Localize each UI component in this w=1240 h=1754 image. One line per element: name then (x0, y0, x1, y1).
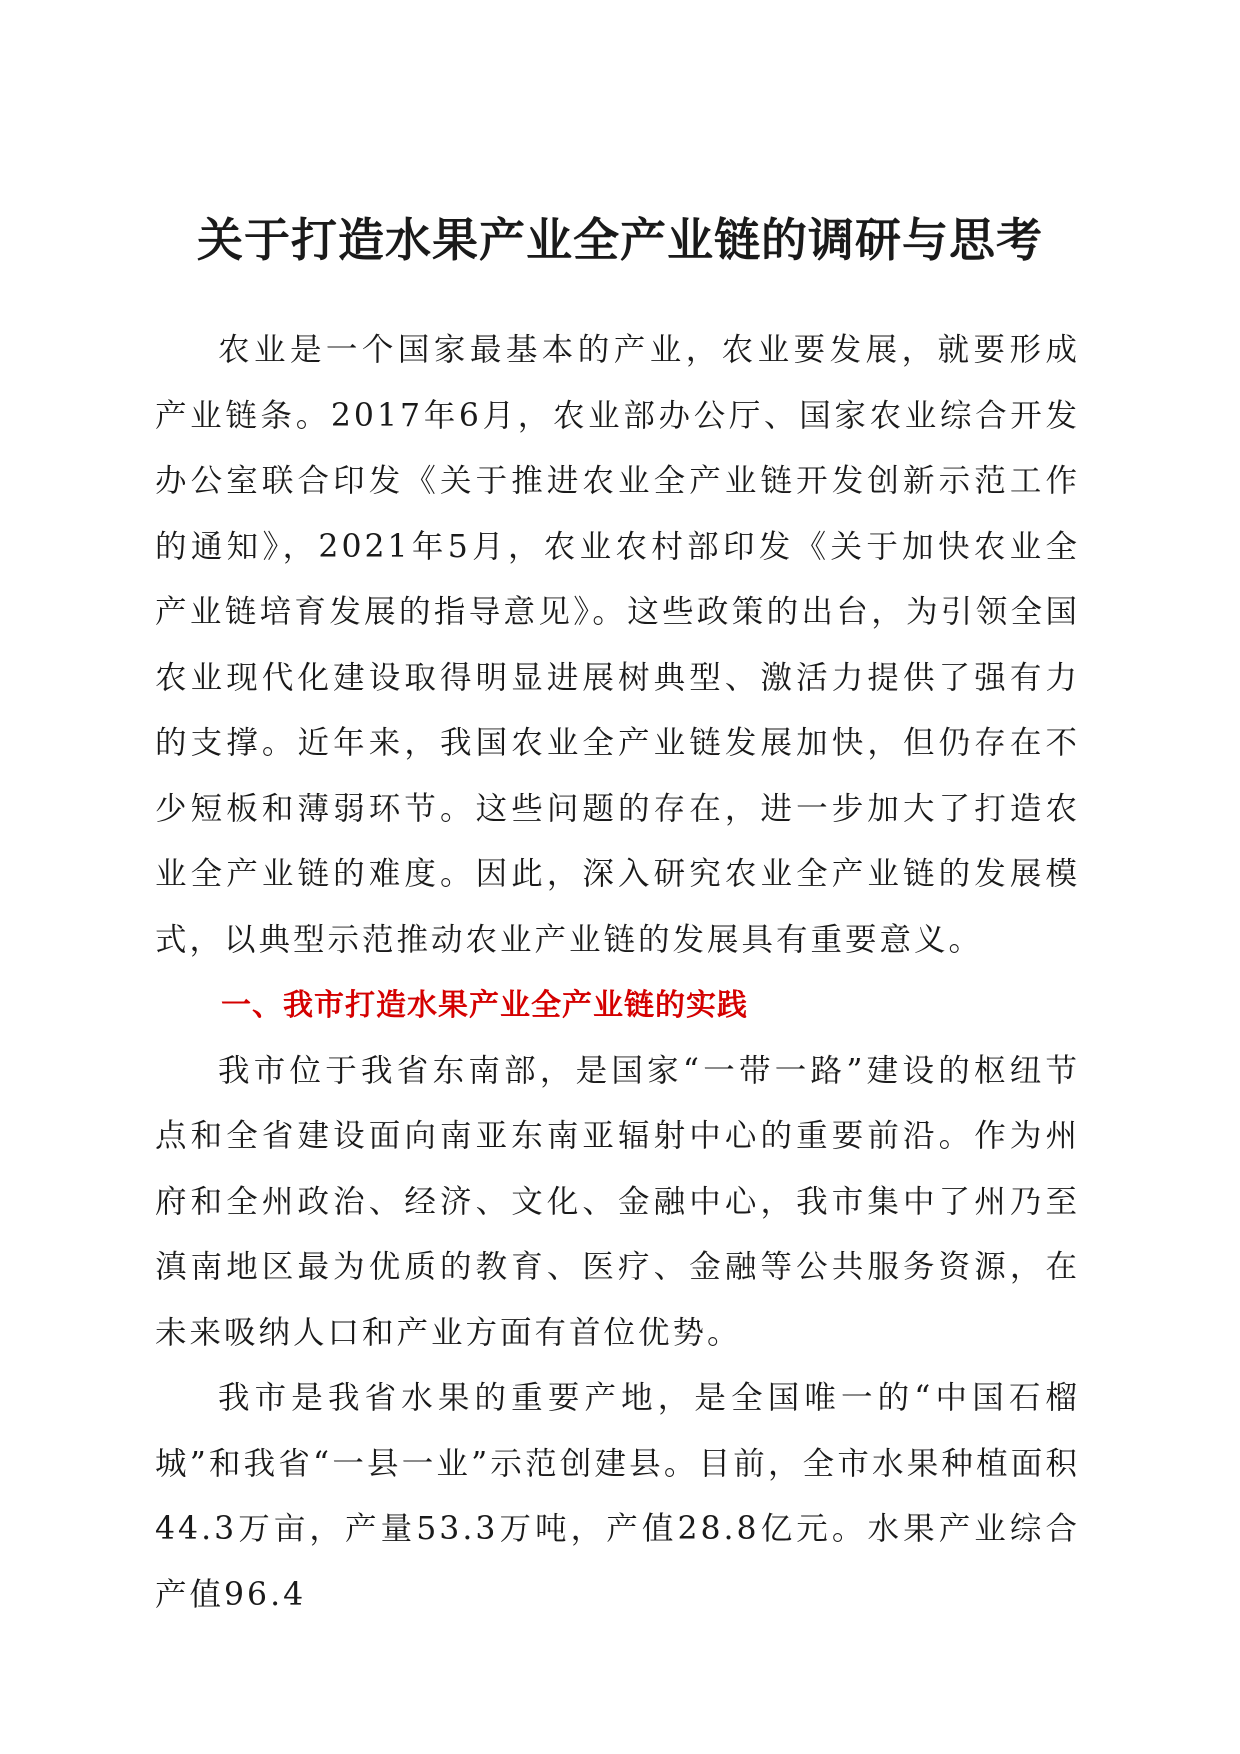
document-title: 关于打造水果产业全产业链的调研与思考 (197, 213, 1043, 267)
section-paragraph-fruit: 我市是我省水果的重要产地，是全国唯一的“中国石榴城”和我省“一县一业”示范创建县。目前，全市水果种植面积44.3万亩，产量53.3万吨，产值28.8亿元。水果产业综合产值96.4 (155, 1380, 1080, 1613)
section-heading: 一、我市打造水果产业全产业链的实践 (221, 988, 748, 1023)
document-body (155, 318, 1080, 1628)
intro-paragraph: 农业是一个国家最基本的产业，农业要发展，就要形成产业链条。2017年6月，农业部办公厅、国家农业综合开发办公室联合印发《关于推进农业全产业链开发创新示范工作的通知》，2021年5月，农业农村部印发《关于加快农业全产业链培育发展的指导意见》。这些政策的出台，为引领全国农业现代化建设取得明显进展树典型、激活力提供了强有力的支撑。近年来，我国农业全产业链发展加快，但仍存在不少短板和薄弱环节。这些问题的存在，进一步加大了打造农业全产业链的难度。因此，深入研究农业全产业链的发展模式，以典型示范推动农业产业链的发展具有重要意义。 (155, 332, 1080, 958)
section-paragraph-location: 我市位于我省东南部，是国家“一带一路”建设的枢纽节点和全省建设面向南亚东南亚辐射中心的重要前沿。作为州府和全州政治、经济、文化、金融中心，我市集中了州乃至滇南地区最为优质的教育、医疗、金融等公共服务资源，在未来吸纳人口和产业方面有首位优势。 (155, 1052, 1080, 1351)
